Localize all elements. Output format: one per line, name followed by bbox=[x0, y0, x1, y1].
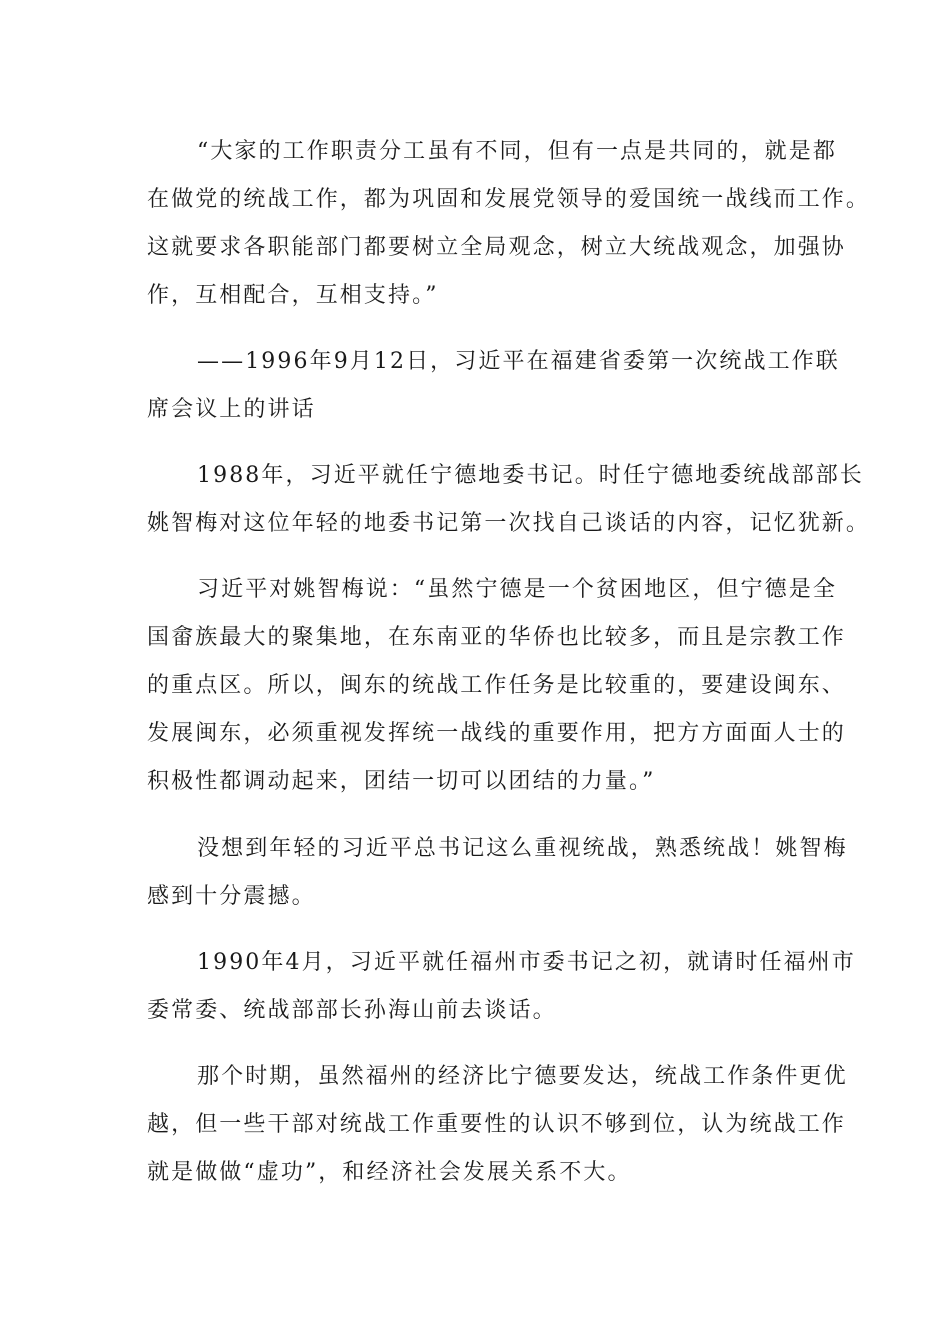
paragraph-line: 在做党的统战工作，都为巩固和发展党领导的爱国统一战线而工作。 bbox=[147, 187, 871, 212]
paragraph-line: 作，互相配合，互相支持。” bbox=[147, 283, 439, 308]
paragraph-line: 那个时期，虽然福州的经济比宁德要发达，统战工作条件更优 bbox=[197, 1064, 848, 1089]
paragraph-line: “大家的工作职责分工虽有不同，但有一点是共同的，就是都 bbox=[197, 139, 837, 164]
paragraph-line: 就是做做“虚功”，和经济社会发展关系不大。 bbox=[147, 1160, 632, 1185]
paragraph-line: 姚智梅对这位年轻的地委书记第一次找自己谈话的内容，记忆犹新。 bbox=[147, 511, 871, 536]
paragraph-line: 感到十分震撼。 bbox=[147, 884, 316, 909]
paragraph-line: 积极性都调动起来，团结一切可以团结的力量。” bbox=[147, 769, 656, 794]
paragraph-line: 这就要求各职能部门都要树立全局观念，树立大统战观念，加强协 bbox=[147, 235, 846, 260]
paragraph-line: 席会议上的讲话 bbox=[147, 397, 316, 422]
paragraph-line: 国畲族最大的聚集地，在东南亚的华侨也比较多，而且是宗教工作 bbox=[147, 625, 846, 650]
paragraph-line: 发展闽东，必须重视发挥统一战线的重要作用，把方方面面人士的 bbox=[147, 721, 846, 746]
paragraph-line: 越，但一些干部对统战工作重要性的认识不够到位，认为统战工作 bbox=[147, 1112, 846, 1137]
paragraph-line: 的重点区。所以，闽东的统战工作任务是比较重的，要建设闽东、 bbox=[147, 673, 846, 698]
paragraph-line: 1988年，习近平就任宁德地委书记。时任宁德地委统战部部长 bbox=[197, 463, 864, 488]
paragraph-line: 委常委、统战部部长孙海山前去谈话。 bbox=[147, 998, 557, 1023]
paragraph-line: 没想到年轻的习近平总书记这么重视统战，熟悉统战！姚智梅 bbox=[197, 836, 848, 861]
paragraph-line: 习近平对姚智梅说：“虽然宁德是一个贫困地区，但宁德是全 bbox=[197, 577, 837, 602]
paragraph-line: ——1996年9月12日，习近平在福建省委第一次统战工作联 bbox=[197, 349, 840, 374]
paragraph-line: 1990年4月，习近平就任福州市委书记之初，就请时任福州市 bbox=[197, 950, 856, 975]
